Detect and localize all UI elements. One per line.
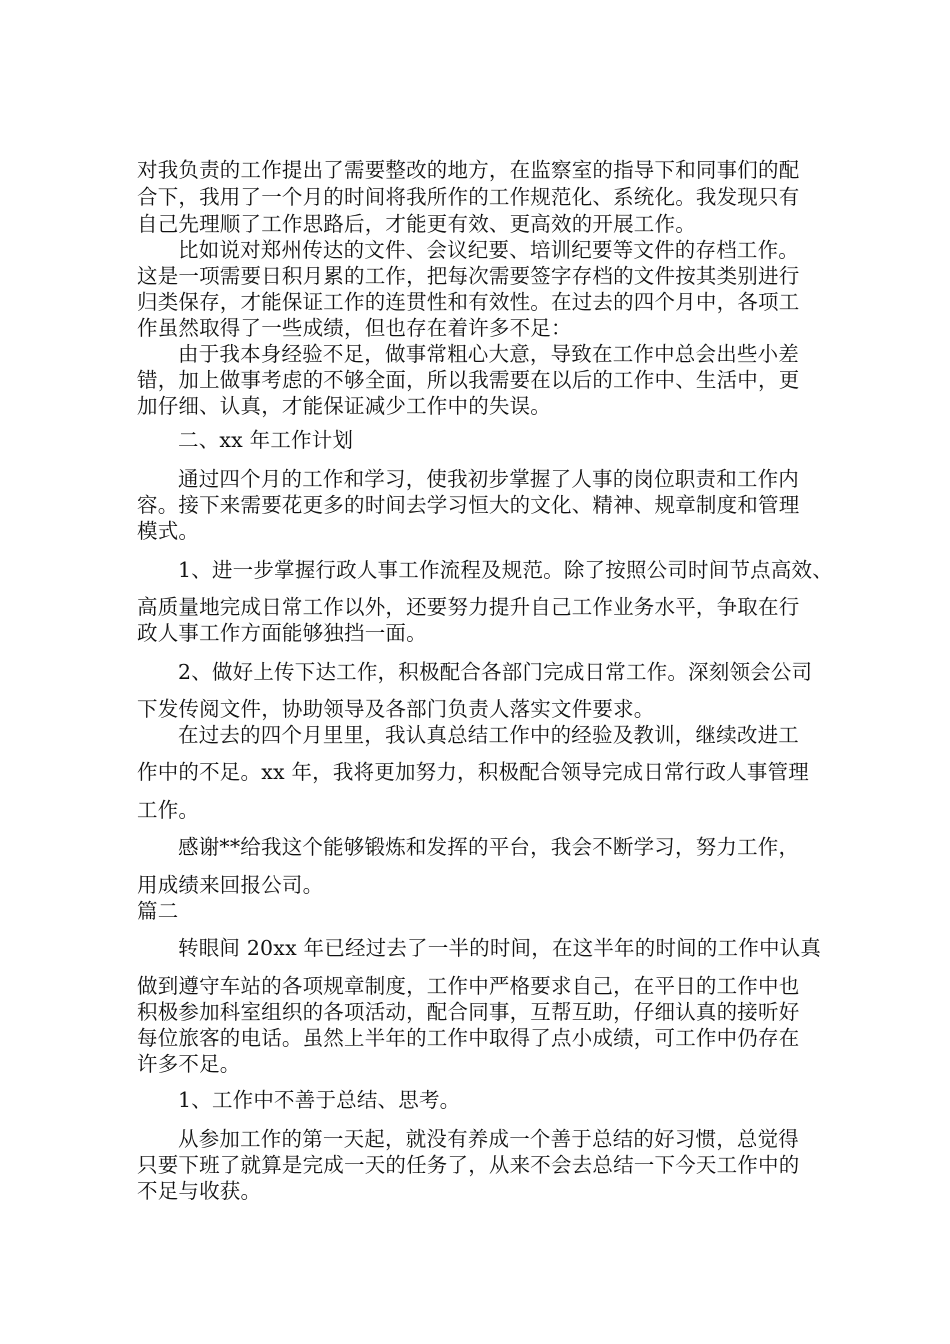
section-heading: 篇二 [137,899,179,923]
text-line: 从参加工作的第一天起，就没有养成一个善于总结的好习惯，总觉得 [178,1127,799,1151]
text-line: 由于我本身经验不足，做事常粗心大意，导致在工作中总会出些小差 [178,342,799,366]
text-line: 1、进一步掌握行政人事工作流程及规范。除了按照公司时间节点高效、 [178,558,833,582]
text-line: 这是一项需要日积月累的工作，把每次需要签字存档的文件按其类别进行 [137,264,800,288]
text-line: 容。接下来需要花更多的时间去学习恒大的文化、精神、规章制度和管理 [137,493,800,517]
text-line: 自己先理顺了工作思路后，才能更有效、更高效的开展工作。 [137,212,696,236]
text-line: 只要下班了就算是完成一天的任务了，从来不会去总结一下今天工作中的 [137,1153,800,1177]
text-line: 感谢**给我这个能够锻炼和发挥的平台，我会不断学习，努力工作， [178,835,800,859]
text-line: 1、工作中不善于总结、思考。 [178,1088,461,1112]
section-heading: 二、xx 年工作计划 [178,428,354,452]
text-line: 转眼间 20xx 年已经过去了一半的时间，在这半年的时间的工作中认真 [178,936,822,960]
text-line: 用成绩来回报公司。 [137,873,324,897]
text-line: 作中的不足。xx 年，我将更加努力，积极配合领导完成日常行政人事管理 [137,760,809,784]
text-line: 模式。 [137,519,200,543]
text-line: 政人事工作方面能够独挡一面。 [137,621,427,645]
text-line: 通过四个月的工作和学习，使我初步掌握了人事的岗位职责和工作内 [178,467,799,491]
text-line: 错，加上做事考虑的不够全面，所以我需要在以后的工作中、生活中，更 [137,368,800,392]
text-line: 归类保存，才能保证工作的连贯性和有效性。在过去的四个月中，各项工 [137,290,800,314]
text-line: 比如说对郑州传达的文件、会议纪要、培训纪要等文件的存档工作。 [178,238,799,262]
text-line: 每位旅客的电话。虽然上半年的工作中取得了点小成绩，可工作中仍存在 [137,1026,800,1050]
text-line: 合下，我用了一个月的时间将我所作的工作规范化、系统化。我发现只有 [137,185,800,209]
text-line: 工作。 [137,798,200,822]
text-line: 许多不足。 [137,1052,241,1076]
text-line: 积极参加科室组织的各项活动，配合同事，互帮互助，仔细认真的接听好 [137,1000,800,1024]
text-line: 对我负责的工作提出了需要整改的地方，在监察室的指导下和同事们的配 [137,158,800,182]
text-line: 2、做好上传下达工作，积极配合各部门完成日常工作。深刻领会公司 [178,660,813,684]
text-line: 高质量地完成日常工作以外，还要努力提升自己工作业务水平，争取在行 [137,595,800,619]
text-line: 下发传阅文件，协助领导及各部门负责人落实文件要求。 [137,697,655,721]
text-line: 不足与收获。 [137,1179,262,1203]
text-line: 加仔细、认真，才能保证减少工作中的失误。 [137,394,551,418]
text-line: 做到遵守车站的各项规章制度，工作中严格要求自己，在平日的工作中也 [137,974,800,998]
text-line: 作虽然取得了一些成绩，但也存在着许多不足： [137,316,572,340]
text-line: 在过去的四个月里里，我认真总结工作中的经验及教训，继续改进工 [178,723,799,747]
